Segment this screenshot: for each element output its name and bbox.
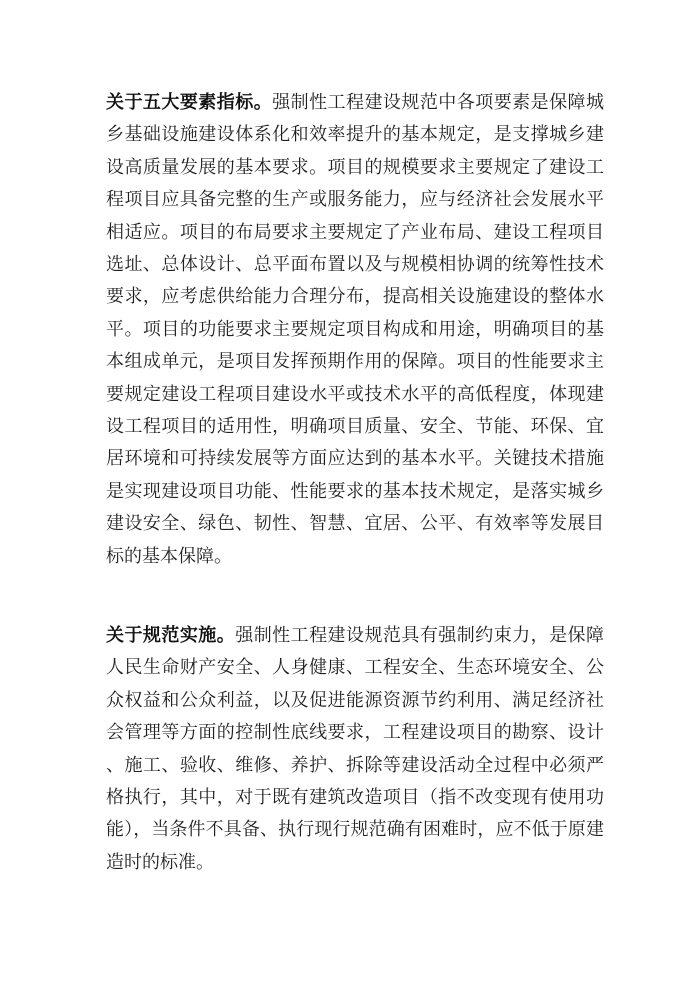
paragraph-body-implementation: 强制性工程建设规范具有强制约束力，是保障人民生命财产安全、人身健康、工程安全、生态环境安全、公众权益和公众利益，以及促进能源资源节约利用、满足经济社会管理等方面的控制性底线要求，工程建设项目的勘察、设计、施工、验收、维修、养护、拆除等建设活动全过程中必须严格执行，其中，对于既有建筑改造项目（指不改变现有使用功能），当条件不具备、执行现行规范确有困难时，应不低于原建造时的标准。 [106, 625, 605, 873]
paragraph-heading-implementation: 关于规范实施。 [106, 625, 236, 646]
paragraph-body-five-elements: 强制性工程建设规范中各项要素是保障城乡基础设施建设体系化和效率提升的基本规定，是支撑城乡建设高质量发展的基本要求。项目的规模要求主要规定了建设工程项目应具备完整的生产或服务能力，应与经济社会发展水平相适应。项目的布局要求主要规定了产业布局、建设工程项目选址、总体设计、总平面布置以及与规模相协调的统筹性技术要求，应考虑供给能力合理分布，提高相关设施建设的整体水平。项目的功能要求主要规定项目构成和用途，明确项目的基本组成单元，是项目发挥预期作用的保障。项目的性能要求主要规定建设工程项目建设水平或技术水平的高低程度，体现建设工程项目的适用性，明确项目质量、安全、节能、环保、宜居环境和可持续发展等方面应达到的基本水平。关键技术措施是实现建设项目功能、性能要求的基本技术规定，是落实城乡建设安全、绿色、韧性、智慧、宜居、公平、有效率等发展目标的基本保障。 [106, 92, 605, 567]
paragraph-five-elements [106, 87, 604, 573]
paragraph-heading-five-elements: 关于五大要素指标。 [106, 92, 273, 113]
paragraph-implementation [106, 620, 604, 879]
